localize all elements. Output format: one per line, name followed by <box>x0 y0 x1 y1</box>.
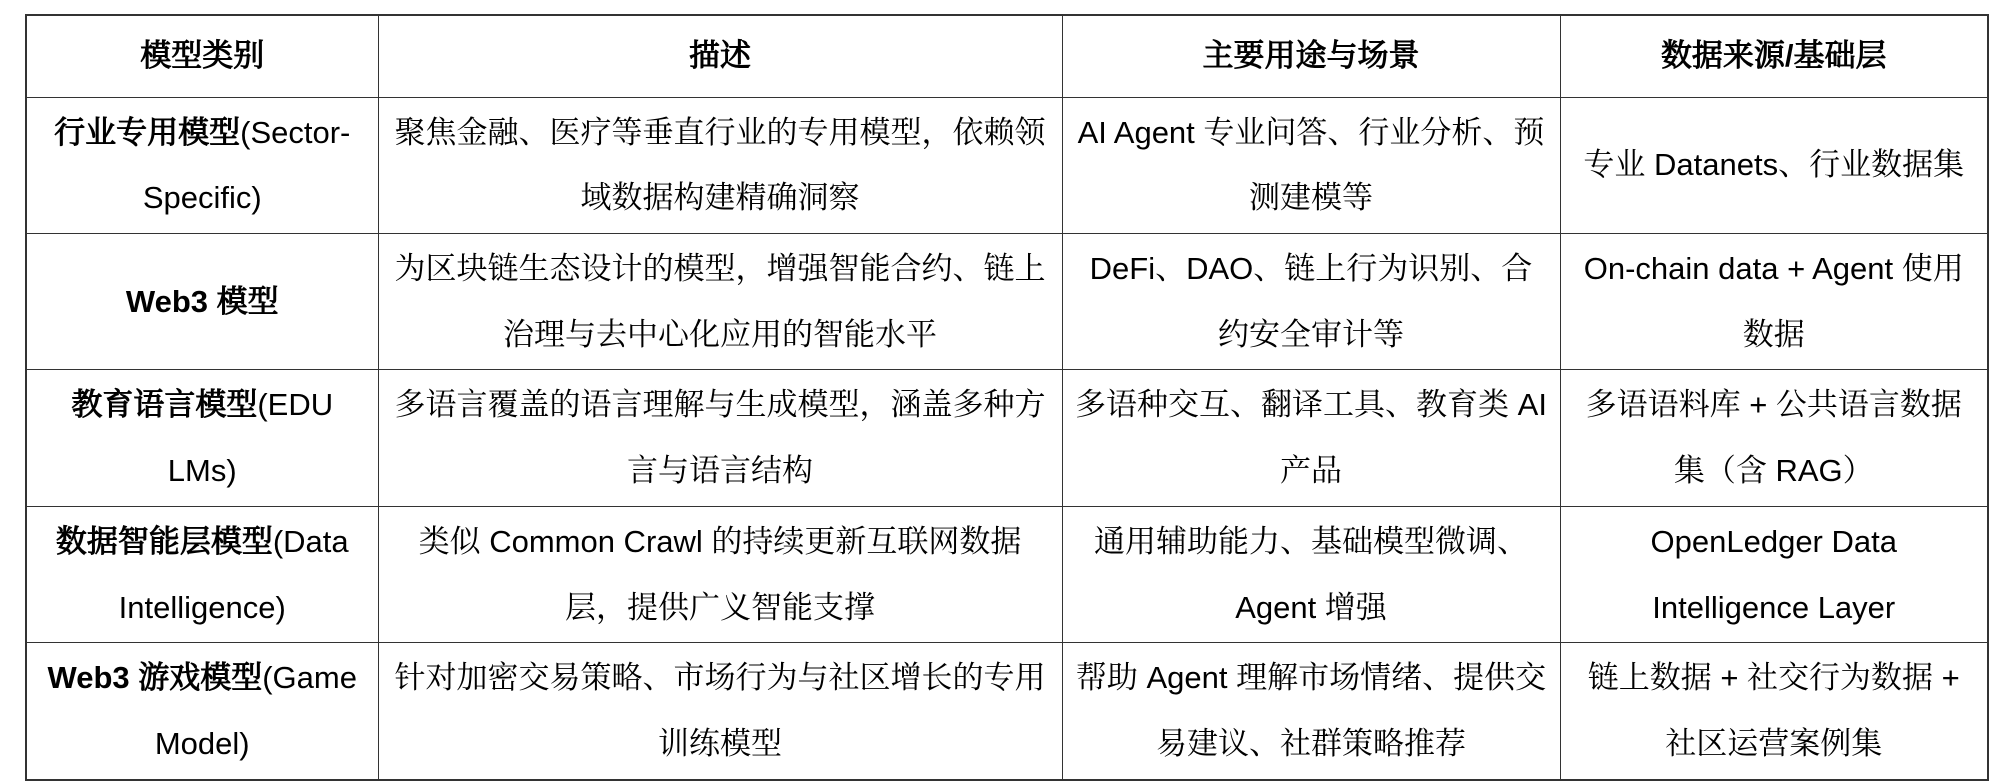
category-cell <box>26 233 378 369</box>
data-source-cell: OpenLedger Data Intelligence Layer <box>1560 506 1988 642</box>
category-cell <box>26 370 378 506</box>
use-cases-cell: AI Agent 专业问答、行业分析、预测建模等 <box>1062 97 1560 233</box>
category-cell <box>26 97 378 233</box>
table-row <box>26 506 1988 642</box>
description-cell: 针对加密交易策略、市场行为与社区增长的专用训练模型 <box>378 643 1062 780</box>
category-name: 数据智能层模型 <box>55 523 273 559</box>
category-name: 行业专用模型 <box>54 114 241 150</box>
description-cell: 类似 Common Crawl 的持续更新互联网数据层，提供广义智能支撑 <box>378 506 1062 642</box>
table-row <box>26 97 1988 233</box>
model-category-table <box>25 14 1989 781</box>
description-cell: 多语言覆盖的语言理解与生成模型，涵盖多种方言与语言结构 <box>378 370 1062 506</box>
data-source-cell: 专业 Datanets、行业数据集 <box>1560 97 1988 233</box>
header-row <box>26 15 1988 97</box>
description-cell: 为区块链生态设计的模型，增强智能合约、链上治理与去中心化应用的智能水平 <box>378 233 1062 369</box>
table-row <box>26 643 1988 780</box>
category-note: (Data Intelligence) <box>118 523 349 625</box>
use-cases-cell: 通用辅助能力、基础模型微调、Agent 增强 <box>1062 506 1560 642</box>
category-name: Web3 游戏模型 <box>47 660 263 696</box>
header-model-category: 模型类别 <box>26 15 378 97</box>
category-note: (EDU LMs) <box>167 387 334 489</box>
use-cases-cell: 帮助 Agent 理解市场情绪、提供交易建议、社群策略推荐 <box>1062 643 1560 780</box>
category-note: (Game Model) <box>154 660 357 761</box>
data-source-cell: On-chain data + Agent 使用数据 <box>1560 233 1988 369</box>
category-name: 教育语言模型 <box>71 387 258 423</box>
use-cases-cell: 多语种交互、翻译工具、教育类 AI 产品 <box>1062 370 1560 506</box>
header-description: 描述 <box>378 15 1062 97</box>
category-cell <box>26 506 378 642</box>
data-source-cell: 多语语料库 + 公共语言数据集（含 RAG） <box>1560 370 1988 506</box>
description-cell: 聚焦金融、医疗等垂直行业的专用模型，依赖领域数据构建精确洞察 <box>378 97 1062 233</box>
header-data-source: 数据来源/基础层 <box>1560 15 1988 97</box>
model-category-table-container <box>25 14 1989 781</box>
data-source-cell: 链上数据 + 社交行为数据 + 社区运营案例集 <box>1560 643 1988 780</box>
category-name: Web3 模型 <box>125 283 279 319</box>
category-note: (Sector-Specific) <box>142 114 351 216</box>
table-row <box>26 233 1988 369</box>
table-row <box>26 370 1988 506</box>
category-cell <box>26 643 378 780</box>
header-use-cases: 主要用途与场景 <box>1062 15 1560 97</box>
use-cases-cell: DeFi、DAO、链上行为识别、合约安全审计等 <box>1062 233 1560 369</box>
